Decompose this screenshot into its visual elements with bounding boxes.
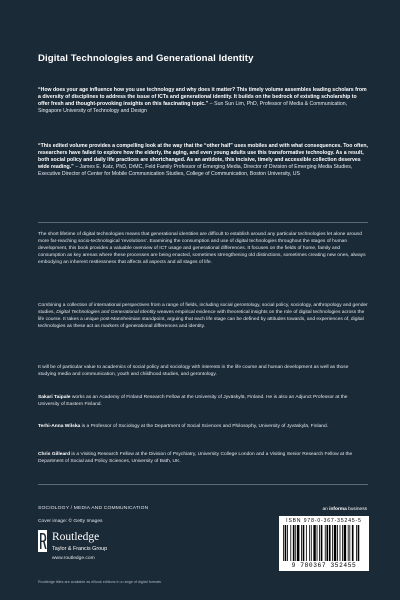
barcode-panel [279,516,369,571]
ebook-footer-note: Routledge titles are available as eBook editions in a range of digital formats [38,580,161,584]
editor-bio-text: works as an Academy of Finland Research Fellow at the University of Jyväskylä, Finland. He is also an Adjunct Professor at the University of Eastern Finland. [38,395,348,407]
subject-category: SOCIOLOGY / MEDIA AND COMMUNICATION [38,506,149,511]
informa-suffix: business [346,507,367,512]
publisher-url[interactable]: www.routledge.com [52,556,95,561]
editor-name: Terhi-Anna Wilska [38,424,81,429]
informa-business-label [322,507,367,512]
description-text: Combining a collection of international perspectives from a range of fields, including social gerontology, social policy, sociology, anthropology and gender studies, [38,303,368,315]
editor-bio-2 [38,423,368,430]
editor-name: Chris Gilleard [38,452,71,457]
editor-bio-text: is a Professor of Sociology at the Department of Social Sciences and Philosophy, University of Jyväskylä, Finland. [80,424,329,429]
isbn-text: ISBN 978-0-367-35245-5 [286,518,362,524]
endorsement-2 [38,143,368,178]
book-title: Digital Technologies and Generational Identity [38,53,254,64]
endorsement-quote: “How does your age influence how you use technology and why does it matter? This timely volume assembles leading scholars from a diversity of disciplines to address the issue of ICTs and generational identity. It builds on the bedrock of existing scholarship to offer fresh and thought-provoking insights on this fascinating topic.” [38,87,367,108]
routledge-logo-icon [38,530,47,552]
editor-bio-text: is a Visiting Research Fellow at the Division of Psychiatry, University College London and a Visiting Senior Research Fellow at the Department of Social and Policy Sciences, University of Bath, UK. [38,452,353,464]
description-paragraph-2 [38,302,368,330]
endorsement-attribution: – James E. Katz, PhD, DrMC, Feld Family Professor of Emerging Media, Director of Division of Emerging Media Studies, Executive Director of Center for Mobile Communication Studies, College of Communication, Boston University, US [38,164,353,178]
routledge-logo [38,530,138,570]
publisher-name: Routledge [52,531,100,543]
endorsement-quote: “This edited volume provides a compelling look at the way that the “other half” uses mobiles and with what consequences. Too often, researchers have failed to explore how the elderly, the aging, and even young adults use this transformative technology. As a result, both social policy and daily life practices are shortchanged. As an antidote, this incisive, timely and accessible collection deserves wide reading.” [38,143,368,171]
description-paragraph-3: It will be of particular value to academics of social policy and sociology with interests in the life course and human development as well as those studying media and communication, youth and childhood studies, and gerontology. [38,365,349,377]
description-text: weaves empirical evidence with theoretical insights on the role of digital technologies across the life course. It takes a unique post-Mannheimian standpoint, arguing that each life stage can be defined by attitudes towards, and experiences of, digital technologies as these act as markers of generational differences and identity. [38,310,365,329]
publisher-group: Taylor & Francis Group [52,546,108,552]
editor-bio-3 [38,451,368,465]
barcode-icon [283,525,365,561]
endorsement-attribution: – Sun Sun Lim, PhD, Professor of Media & Communication, Singapore University of Technology and Design [38,101,348,115]
description-paragraph-1: The short lifetime of digital technologies means that generational identities are difficult to establish around any particular technologies let alone around more far-reaching socio-technological ‘revolutions’. Examining the consumption and use of digital technologies throughout the stages of human development, this book provides a valuable overview of ICT usage and generational differences. It focuses on the fields of home, family and consumption as key arenas where these processes are being enacted, sometimes strengthening old distinctions, sometimes creating new ones, always embodying an inherent restlessness that affects all aspects and all stages of life. [38,232,366,265]
cover-image-credit: Cover image: © Getty Images [38,519,103,524]
barcode-number: 9 780367 352455 [291,562,357,569]
informa-brand: informa [329,507,347,512]
endorsement-1 [38,87,368,115]
editor-name: Sakari Taipale [38,395,71,400]
description-book-title: Digital Technologies and Generational Identity [56,310,156,315]
informa-prefix: an [322,507,330,512]
section-divider [38,484,368,485]
editor-bio-1 [38,394,368,408]
section-divider [38,222,368,223]
